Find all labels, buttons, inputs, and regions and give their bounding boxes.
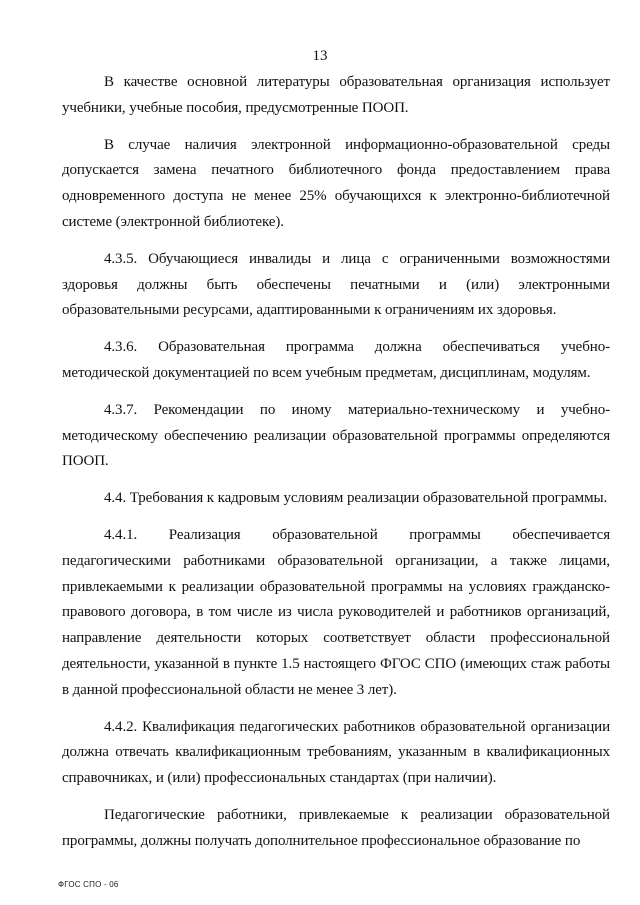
paragraph-4-4-2: 4.4.2. Квалификация педагогических работников образовательной организации должна отвечать квалификационным требованиям, указанным в квалификационных справочниках, и (или) профессиональных стандартах (при наличии). bbox=[62, 718, 610, 787]
paragraph-4-4-1: 4.4.1. Реализация образовательной программы обеспечивается педагогическими работниками образовательной организации, а также лицами, привлекаемыми к реализации образовательной программы на условиях гражданско-правового договора, в том числе из числа руководителей и работников организаций, направление деятельности которых соответствует области профессиональной деятельности, указанной в пункте 1.5 настоящего ФГОС СПО (имеющих стаж работы в данной профессиональной области не менее 3 лет). bbox=[62, 526, 610, 698]
paragraph-4-3-5: 4.3.5. Обучающиеся инвалиды и лица с ограниченными возможностями здоровья должны быть обеспечены печатными и (или) электронными образовательными ресурсами, адаптированными к ограничениям их здоровья. bbox=[62, 250, 610, 319]
document-body bbox=[62, 70, 610, 866]
paragraph-main-literature: В качестве основной литературы образовательная организация использует учебники, учебные пособия, предусмотренные ПООП. bbox=[62, 74, 610, 116]
paragraph-teachers-training: Педагогические работники, привлекаемые к реализации образовательной программы, должны получать дополнительное профессиональное образование по bbox=[62, 806, 610, 849]
page-footer: ФГОС СПО - 06 bbox=[58, 880, 119, 889]
page-number: 13 bbox=[312, 48, 328, 64]
paragraph-electronic-environment: В случае наличия электронной информационно-образовательной среды допускается замена печатного библиотечного фонда предоставлением права одновременного доступа не менее 25% обучающихся к электронно-библиотечной системе (электронной библиотеке). bbox=[62, 136, 610, 230]
paragraph-4-4: 4.4. Требования к кадровым условиям реализации образовательной программы. bbox=[104, 490, 608, 507]
paragraph-4-3-7: 4.3.7. Рекомендации по иному материально-техническому и учебно-методическому обеспечению реализации образовательной программы определяются ПООП. bbox=[62, 401, 610, 470]
paragraph-4-3-6: 4.3.6. Образовательная программа должна обеспечиваться учебно-методической документацией по всем учебным предметам, дисциплинам, модулям. bbox=[62, 339, 610, 381]
